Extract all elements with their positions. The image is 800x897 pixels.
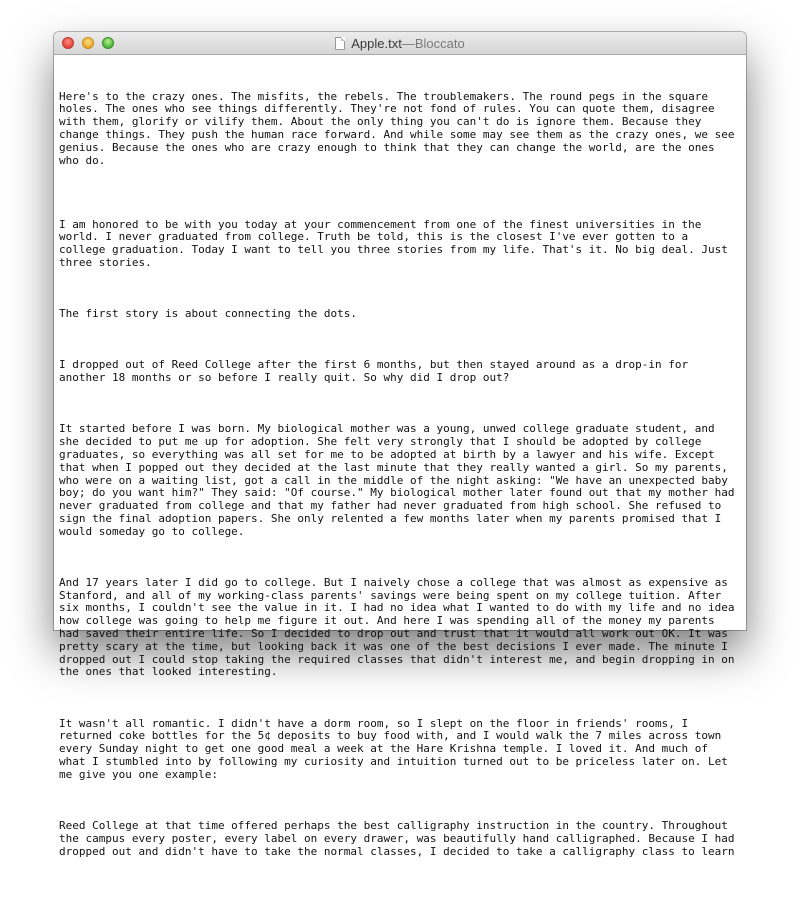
title-bar[interactable] (54, 32, 746, 55)
text-content-area[interactable] (54, 55, 746, 858)
paragraph: It wasn't all romantic. I didn't have a dorm room, so I slept on the floor in friends' rooms, I returned coke bottles for the 5¢ deposits to buy food with, and I would walk the 7 miles across town every Sunday night to get one good meal a week at the Hare Krishna temple. I loved it. And much of what I stumbled into by following my curiosity and intuition turned out to be priceless later on. Let me give you one example: (59, 716, 735, 781)
document-icon[interactable] (335, 37, 345, 50)
paragraph: The first story is about connecting the dots. (59, 307, 358, 321)
window-title (54, 32, 746, 54)
paragraph: It started before I was born. My biological mother was a young, unwed college graduate student, and she decided to put me up for adoption. She felt very strongly that I should be adopted by college graduates, so everything was all set for me to be adopted at birth by a lawyer and his wife. Except that when I popped out they decided at the last minute that they really wanted a girl. So my parents, who were on a waiting list, got a call in the middle of the night asking: "We have an unexpected baby boy; do you want him?" They said: "Of course." My biological mother later found out that my mother had never graduated from college and that my father had never graduated from high school. She refused to sign the final adoption papers. She only relented a few months later when my parents promised that I would someday go to college. (59, 422, 742, 538)
paragraph: I am honored to be with you today at your commencement from one of the finest universities in the world. I never graduated from college. Truth be told, this is the closest I've ever gotten to a college graduation. Today I want to tell you three stories from my life. That's it. No big deal. Just three stories. (59, 217, 735, 269)
textedit-window (54, 32, 746, 858)
paragraph: Here's to the crazy ones. The misfits, the rebels. The troublemakers. The round pegs in the square holes. The ones who see things differently. They're not fond of rules. You can quote them, disagree with them, glorify or vilify them. About the only thing you can't do is ignore them. Because they change things. They push the human race forward. And while some may see them as the crazy ones, we see genius. Because the ones who are crazy enough to think that they can change the world, are the ones who do. (59, 89, 742, 167)
window-title-filename: Apple.txt (351, 35, 402, 51)
paragraph: I dropped out of Reed College after the first 6 months, but then stayed around as a drop-in for another 18 months or so before I really quit. So why did I drop out? (59, 358, 695, 385)
paragraph: And 17 years later I did go to college. But I naively chose a college that was almost as expensive as Stanford, and all of my working-class parents' savings were being spent on my college tuition. After six months, I couldn't see the value in it. I had no idea what I wanted to do with my life and no idea how college was going to help me figure it out. And here I was spending all of the money my parents had saved their entire life. So I decided to drop out and trust that it would all work out OK. It was pretty scary at the time, but looking back it was one of the best decisions I ever made. The minute I dropped out I could stop taking the required classes that didn't interest me, and begin dropping in on the ones that looked interesting. (59, 575, 742, 679)
window-title-status: Bloccato (414, 35, 465, 51)
window-title-separator: — (401, 35, 415, 51)
paragraph: Reed College at that time offered perhaps the best calligraphy instruction in the country. Throughout the campus every poster, every label on every drawer, was beautifully hand calligraphed. Because I had dropped out and didn't have to take the normal classes, I decided to take a calligraphy class to learn (59, 819, 742, 858)
